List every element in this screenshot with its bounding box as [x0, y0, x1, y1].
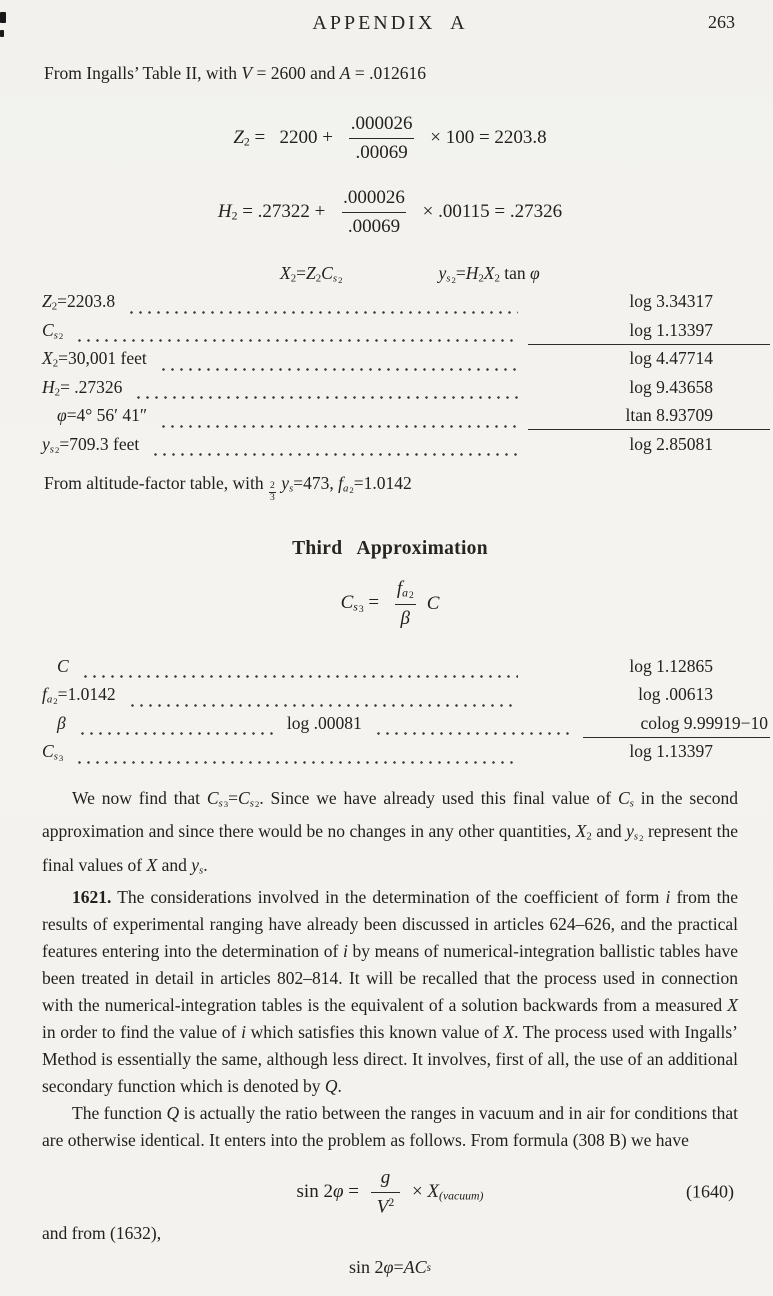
dot-leader [134, 396, 518, 399]
table-row [42, 741, 738, 770]
row-label: C [57, 655, 69, 676]
dot-leader [78, 732, 277, 735]
row-value: colog 9.99919−10 [583, 713, 770, 738]
paragraph-conclusion: We now find that $Cs_3=Cs_2$. Since we have already used this final value of Cs in the second approximation and since there would be no changes in any other quantities, X2 and $ys_2$ represent the final values of X and ys. [42, 787, 738, 877]
dot-leader [128, 704, 518, 707]
altitude-factor-line: From altitude-factor table, with $\frac{2}{3}$ ys=473, $fa_2=1.0142$ [44, 473, 412, 503]
table-row [42, 291, 738, 320]
page-number: 263 [708, 12, 735, 32]
row-value: log 1.13397 [528, 320, 770, 345]
table-row [42, 377, 738, 406]
scan-artifact-mark [0, 12, 6, 23]
intro-line: From Ingalls’ Table II, with V = 2600 and A = .012616 [44, 63, 426, 83]
formula-h2-rhs: × .00115 = .27326 [417, 201, 563, 222]
fraction-denominator: $V^2$ [371, 1192, 401, 1218]
row-label: $Cs_2$ [42, 319, 64, 342]
dot-leader [159, 368, 518, 371]
log-table-1-header [42, 263, 738, 289]
table-row [42, 656, 738, 685]
row-value: log 3.34317 [629, 291, 713, 311]
row-label: H2= .27326 [42, 376, 123, 398]
dot-leader [151, 453, 518, 456]
formula-cs3-lhs: $Cs_3$ = [340, 592, 384, 616]
row-label: X2=30,001 feet [42, 348, 147, 370]
dot-leader [159, 425, 518, 428]
row-label: Z2=2203.8 [42, 291, 116, 313]
row-label: $fa_2=1.0142$ [42, 684, 116, 706]
fraction-denominator: .00069 [349, 138, 413, 164]
dot-leader [127, 311, 518, 314]
fraction [391, 578, 420, 630]
scan-artifact-mark [0, 30, 4, 37]
fraction-denominator: β [395, 604, 416, 630]
formula-sin2phi-rhs: × X(vacuum) [407, 1181, 484, 1203]
table-row [42, 712, 768, 742]
fraction [371, 1167, 401, 1218]
formula-h2-lhs: H2 = .27322 + [217, 200, 331, 223]
paragraph-function-q: The function Q is actually the ratio between the ranges in vacuum and in air for conditions that are otherwise identical. It enters into the problem as follows. From formula (308 B) we have [42, 1103, 738, 1151]
formula-z2 [42, 107, 738, 169]
table-row [42, 405, 738, 434]
row-mid-value: log .00081 [286, 712, 362, 733]
formula-sin2phi-acs: sin 2 φ = A C s [349, 1257, 431, 1278]
fraction-numerator: g [380, 1166, 391, 1188]
formula-h2 [42, 181, 738, 243]
dot-leader [75, 339, 518, 342]
table-row [42, 348, 738, 377]
formula-z2-lhs: Z2 = 2200 + [233, 126, 338, 149]
row-value: ltan 8.93709 [528, 405, 770, 430]
table-header-formula-ys2: $ys_2=H2X2$ tan φ [438, 263, 540, 285]
formula-z2-rhs: × 100 = 2203.8 [425, 127, 547, 148]
row-label: $Cs_3$ [42, 741, 64, 763]
dot-leader [75, 761, 518, 764]
fraction-numerator: $fa_2$ [396, 577, 414, 601]
table-header-formula-x2: $X2=Z2Cs_2$ [280, 263, 343, 285]
fraction-numerator: .000026 [343, 186, 405, 208]
row-label: $ys_2=709.3$ feet [42, 433, 140, 456]
connector-line: and from (1632), [42, 1223, 162, 1244]
row-value: log 4.47714 [629, 348, 713, 368]
log-table-1 [42, 291, 738, 462]
running-head [42, 12, 738, 38]
section-heading: Third Approximation [292, 537, 488, 559]
paragraph-1621: 1621. The considerations involved in the determination of the coefficient of form i from the results of experimental ranging have already been discussed in articles 624–626, and the practical features entering into the determination of i by means of numerical-integration ballistic tables have been treated in detail in articles 802–814. It will be recalled that the process used in connection with the numerical-integration tables is the equivalent of a solution backwards from a measured X in order to find the value of i which satisfies this known value of X. The process used with Ingalls’ Method is essentially the same, although less direct. It involves, first of all, the use of an additional secondary function which is denoted by Q. [42, 887, 738, 1097]
row-value: log 1.12865 [629, 655, 713, 676]
fraction [337, 187, 411, 238]
equation-number: (1640) [686, 1181, 734, 1202]
row-value: log 2.85081 [629, 433, 713, 454]
row-label: β [57, 712, 66, 733]
formula-sin2phi [42, 1164, 738, 1220]
formula-cs3 [42, 574, 738, 634]
table-row [42, 320, 738, 349]
fraction-numerator: .000026 [350, 112, 413, 134]
dot-leader [81, 675, 518, 678]
formula-cs3-rhs: C [426, 592, 440, 614]
row-label: φ=4° 56′ 41″ [57, 405, 148, 425]
fraction [345, 113, 419, 164]
row-value: log .00613 [638, 684, 713, 705]
fraction-denominator: .00069 [342, 212, 406, 238]
row-value: log 1.13397 [629, 741, 713, 762]
row-value: log 9.43658 [629, 376, 713, 397]
table-row [42, 434, 738, 463]
formula-sin2phi-lhs: sin 2φ = [296, 1181, 364, 1203]
log-table-2 [42, 655, 768, 770]
page-title: APPENDIX A [312, 12, 468, 34]
dot-leader [374, 732, 573, 735]
table-row [42, 684, 738, 713]
